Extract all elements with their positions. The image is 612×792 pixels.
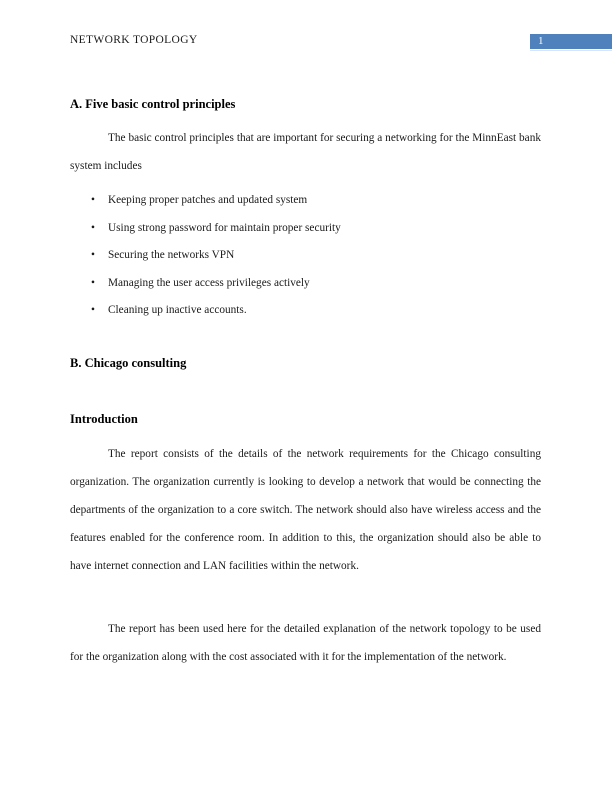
list-item-label: Securing the networks VPN [108,249,235,261]
bullet-icon: • [91,276,95,289]
list-item [70,248,541,262]
page-number-block [530,34,612,49]
list-item-label: Keeping proper patches and updated system [108,194,308,206]
bullet-icon: • [91,304,95,316]
bullet-icon: • [91,249,95,261]
list-item [70,193,541,207]
list-item [70,221,541,235]
paragraph-introduction-1: The report consists of the details of the network requirements for the Chicago consulting organization. The organization currently is looking to develop a network that would be connecting the departments of the organization to a core switch. The network should also have wireless access and the features enabled for the conference room. In addition to this, the organization should also be able to have internet connection and LAN facilities within the network. [70,448,541,572]
list-item-label: Managing the user access privileges actively [108,276,310,289]
control-principles-list [70,193,541,317]
bullet-icon: • [91,194,95,206]
heading-section-a: A. Five basic control principles [70,97,236,111]
heading-section-b: B. Chicago consulting [70,356,187,370]
list-item-label: Using strong password for maintain proper security [108,221,341,234]
heading-introduction: Introduction [70,412,138,426]
paragraph-section-a: The basic control principles that are important for securing a networking for the MinnEast bank system includes [70,132,541,172]
header-rule [530,50,612,51]
header-title: NETWORK TOPOLOGY [70,34,198,46]
list-item [70,276,541,290]
page-header [0,33,612,55]
paragraph-introduction-2: The report has been used here for the detailed explanation of the network topology to be used for the organization along with the cost associated with it for the implementation of the network. [70,623,541,663]
list-item [70,303,541,317]
page-number: 1 [538,35,544,47]
bullet-icon: • [91,221,95,234]
list-item-label: Cleaning up inactive accounts. [108,304,247,316]
